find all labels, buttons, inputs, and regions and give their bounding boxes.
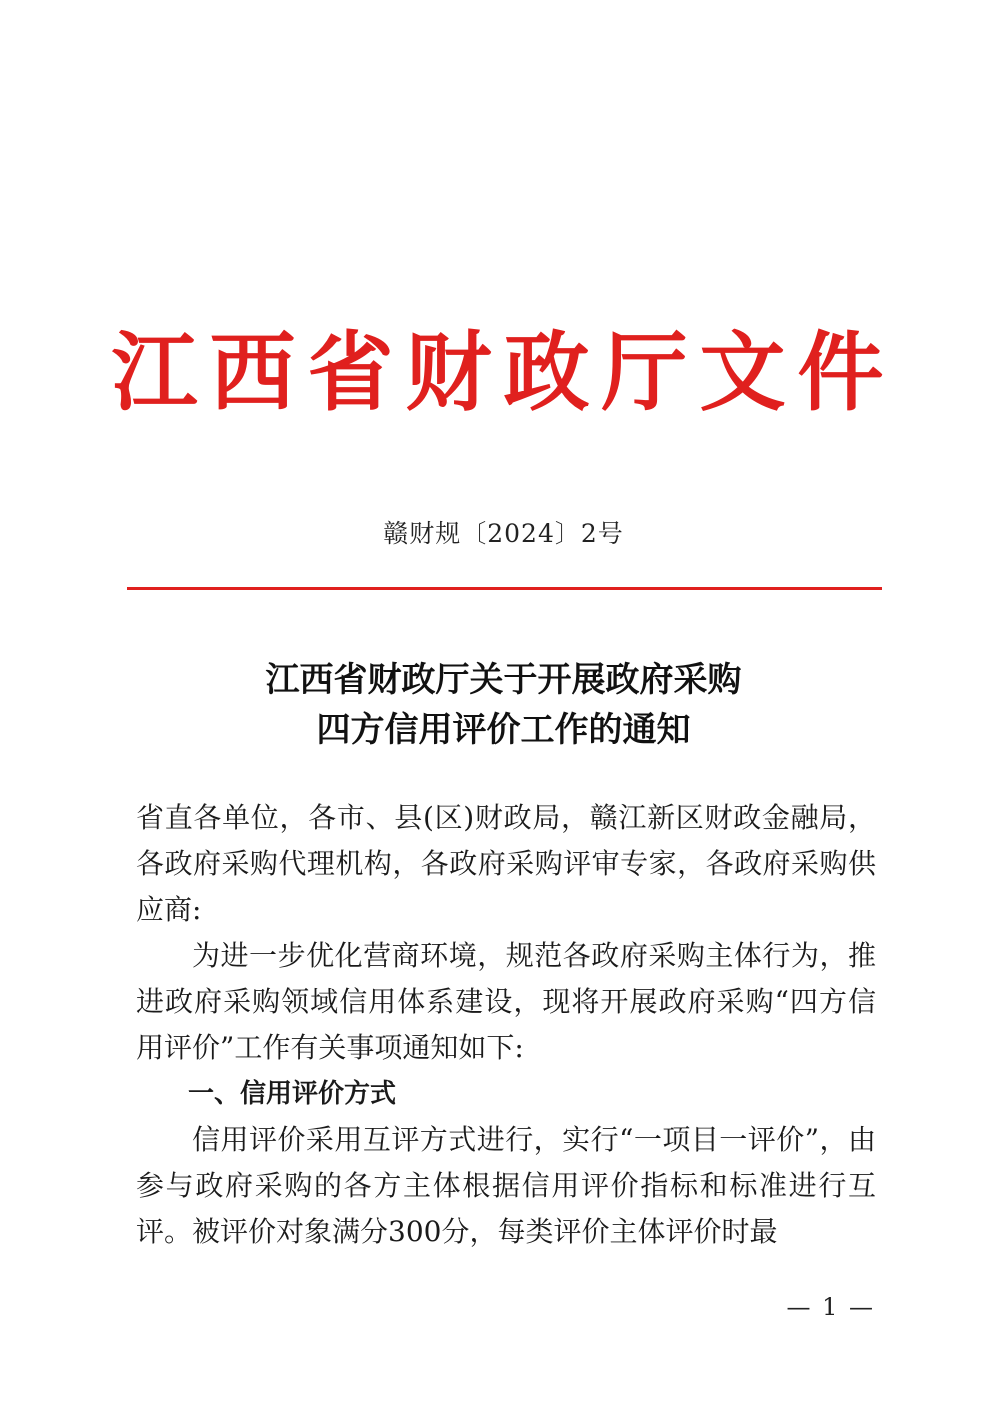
document-number: 赣财规〔2024〕2号 (383, 519, 624, 548)
red-divider-line (127, 587, 882, 590)
section-1-paragraph: 信用评价采用互评方式进行，实行“一项目一评价”，由参与政府采购的各方主体根据信用评价指标和标准进行互评。被评价对象满分300分，每类评价主体评价时最 (136, 1123, 876, 1248)
section-1-heading: 一、信用评价方式 (188, 1079, 397, 1109)
page-number: — 1 — (786, 1293, 875, 1321)
addressee-paragraph: 省直各单位，各市、县(区)财政局，赣江新区财政金融局，各政府采购代理机构，各政府采购评审专家，各政府采购供应商: (136, 801, 876, 926)
notice-title-line-1: 江西省财政厅关于开展政府采购 (265, 660, 742, 700)
notice-title (0, 655, 1007, 755)
agency-title: 江西省财政厅文件 (111, 323, 896, 423)
notice-title-line-2: 四方信用评价工作的通知 (316, 710, 691, 750)
intro-paragraph: 为进一步优化营商环境，规范各政府采购主体行为，推进政府采购领域信用体系建设，现将开展政府采购“四方信用评价”工作有关事项通知如下: (136, 939, 876, 1064)
notice-body (136, 795, 876, 1255)
